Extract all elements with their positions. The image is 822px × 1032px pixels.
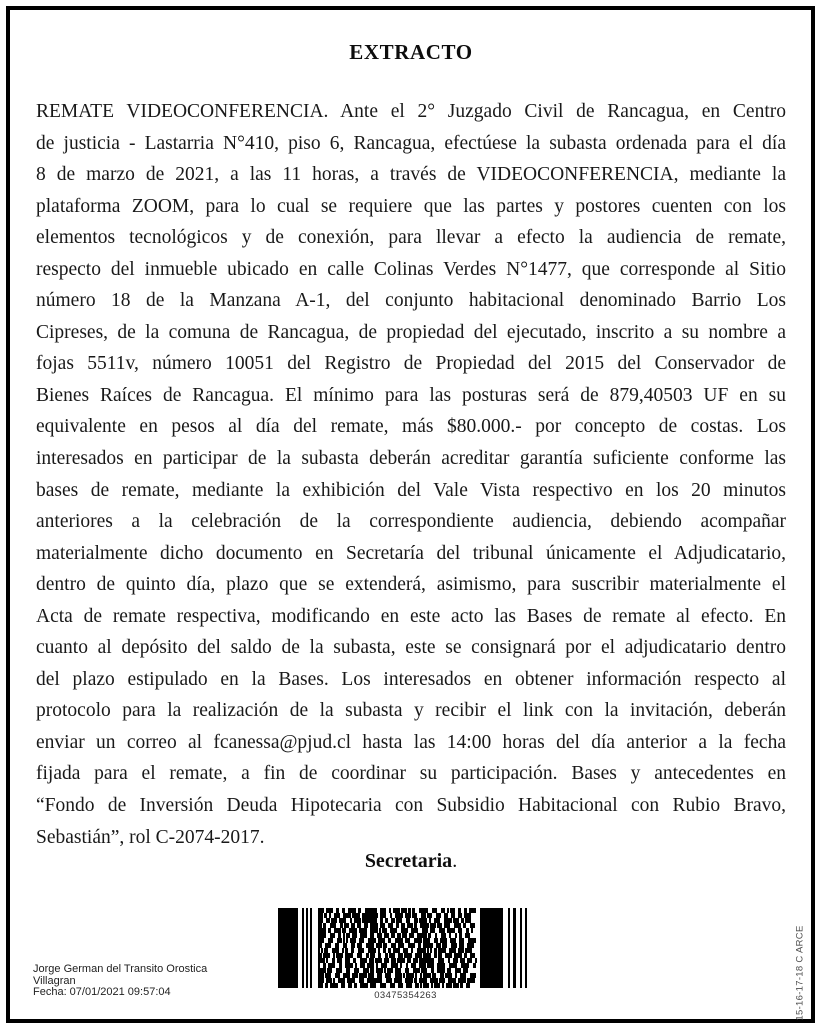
body-line: Cipreses, de la comuna de Rancagua, de propiedad del ejecutado, inscrito a su nombre a <box>36 321 786 343</box>
body-line: REMATE VIDEOCONFERENCIA. Ante el 2° Juzgado Civil de Rancagua, en Centro <box>36 101 786 122</box>
side-reference-code: 15-16-17-18 C ARCE <box>794 925 806 1021</box>
body-line: equivalente en pesos al día del remate, más $80.000.- por concepto de costas. Los <box>36 416 786 438</box>
body-line: Sebastián”, rol C-2074-2017. <box>36 826 265 848</box>
signer-name-line-1: Jorge German del Transito Orostica <box>33 963 208 975</box>
document-body <box>36 96 786 853</box>
body-line: bases de remate, mediante la exhibición del Vale Vista respectivo en los 20 minutos <box>36 479 786 501</box>
document-title: EXTRACTO <box>349 40 473 64</box>
signature-name: Secretaria <box>364 850 453 872</box>
body-line: fojas 5511v, número 10051 del Registro de Propiedad del 2015 del Conservador de <box>36 353 786 375</box>
body-paragraph <box>36 96 786 853</box>
body-line: fijada para el remate, a fin de coordinar su participación. Bases y antecedentes en <box>36 763 786 785</box>
barcode-block <box>278 908 533 1001</box>
body-line: anteriores a la celebración de la correspondiente audiencia, debiendo acompañar <box>36 511 786 533</box>
signature-line <box>0 846 822 878</box>
body-line: protocolo para la realización de la subasta y recibir el link con la invitación, deberán <box>36 700 786 722</box>
body-line: dentro de quinto día, plazo que se extenderá, asimismo, para suscribir materialmente el <box>36 574 786 596</box>
signature-period: . <box>452 850 458 872</box>
body-line: elementos tecnológicos y de conexión, para llevar a efecto la audiencia de remate, <box>36 227 786 249</box>
body-line: plataforma ZOOM, para lo cual se requiere que las partes y postores cuenten con los <box>36 195 786 217</box>
body-line: cuanto al depósito del saldo de la subasta, este se consignará por el adjudicatario dentro <box>36 637 786 659</box>
signer-date: Fecha: 07/01/2021 09:57:04 <box>33 986 171 998</box>
signer-stamp <box>33 964 207 999</box>
body-line: “Fondo de Inversión Deuda Hipotecaria con Subsidio Habitacional con Rubio Bravo, <box>36 795 786 817</box>
body-line: Acta de remate respectiva, modificando en este acto las Bases de remate al efecto. En <box>36 605 786 627</box>
body-line: Bienes Raíces de Rancagua. El mínimo para las posturas será de 879,40503 UF en su <box>36 384 786 406</box>
body-line: de justicia - Lastarria N°410, piso 6, Rancagua, efectúese la subasta ordenada para el día <box>36 132 786 154</box>
body-line: respecto del inmueble ubicado en calle Colinas Verdes N°1477, que corresponde al Sitio <box>36 258 786 280</box>
body-line: del plazo estipulado en la Bases. Los interesados en obtener información respecto al <box>36 668 786 690</box>
body-line: número 18 de la Manzana A-1, del conjunto habitacional denominado Barrio Los <box>36 290 786 312</box>
body-line: enviar un correo al fcanessa@pjud.cl hasta las 14:00 horas del día anterior a la fecha <box>36 731 786 753</box>
body-line: materialmente dicho documento en Secretaría del tribunal únicamente el Adjudicatario, <box>36 542 786 564</box>
barcode-value: 03475354263 <box>374 990 437 1001</box>
signer-name-line-2: Villagran <box>33 974 76 987</box>
body-line: interesados en participar de la subasta deberán acreditar garantía suficiente conforme las <box>36 448 786 470</box>
body-line: 8 de marzo de 2021, a las 11 horas, a través de VIDEOCONFERENCIA, mediante la <box>36 164 786 186</box>
pdf417-barcode <box>278 908 533 988</box>
